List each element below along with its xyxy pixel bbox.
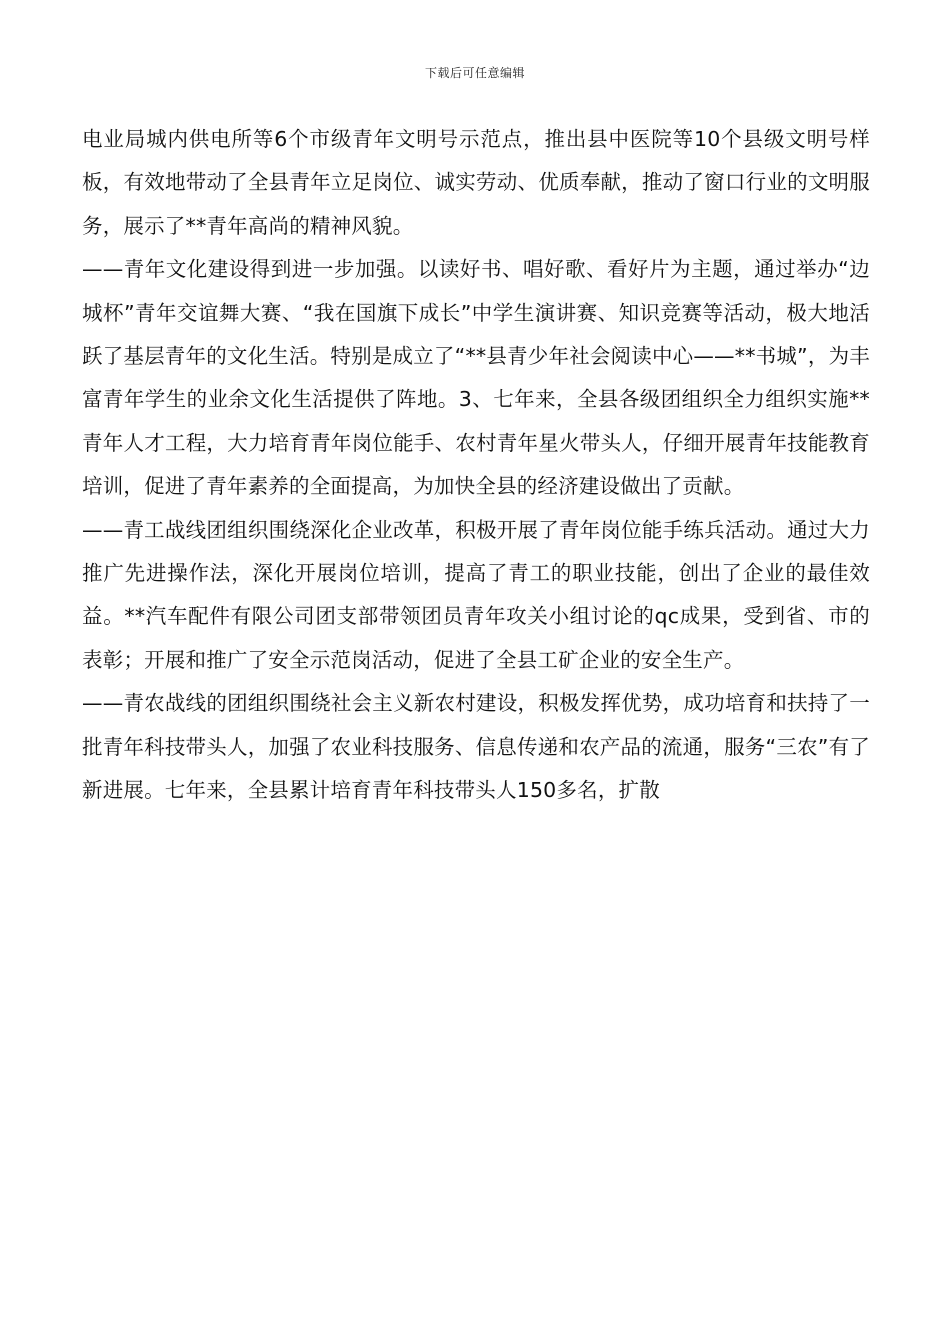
paragraph-youth-farmers: ——青农战线的团组织围绕社会主义新农村建设，积极发挥优势，成功培育和扶持了一批青年科技带头人，加强了农业科技服务、信息传递和农产品的流通，服务“三农”有了新进展。七年来，全县累计培育青年科技带头人150多名，扩散 (82, 691, 870, 803)
paragraph-youth-workers: ——青工战线团组织围绕深化企业改革，积极开展了青年岗位能手练兵活动。通过大力推广先进操作法，深化开展岗位培训，提高了青工的职业技能，创出了企业的最佳效益。**汽车配件有限公司团支部带领团员青年攻关小组讨论的qc成果，受到省、市的表彰；开展和推广了安全示范岗活动，促进了全县工矿企业的安全生产。 (82, 517, 870, 672)
document-body (82, 118, 870, 813)
page-header-note: 下载后可任意编辑 (424, 66, 525, 80)
paragraph-youth-culture: ——青年文化建设得到进一步加强。以读好书、唱好歌、看好片为主题，通过举办“边城杯”青年交谊舞大赛、“我在国旗下成长”中学生演讲赛、知识竞赛等活动，极大地活跃了基层青年的文化生活。特别是成立了“**县青少年社会阅读中心——**书城”，为丰富青年学生的业余文化生活提供了阵地。3、七年来，全县各级团组织全力组织实施**青年人才工程，大力培育青年岗位能手、农村青年星火带头人，仔细开展青年技能教育培训，促进了青年素养的全面提高，为加快全县的经济建设做出了贡献。 (82, 257, 870, 499)
paragraph-window-industry: 电业局城内供电所等6个市级青年文明号示范点，推出县中医院等10个县级文明号样板，有效地带动了全县青年立足岗位、诚实劳动、优质奉献，推动了窗口行业的文明服务，展示了**青年高尚的精神风貌。 (82, 127, 870, 238)
